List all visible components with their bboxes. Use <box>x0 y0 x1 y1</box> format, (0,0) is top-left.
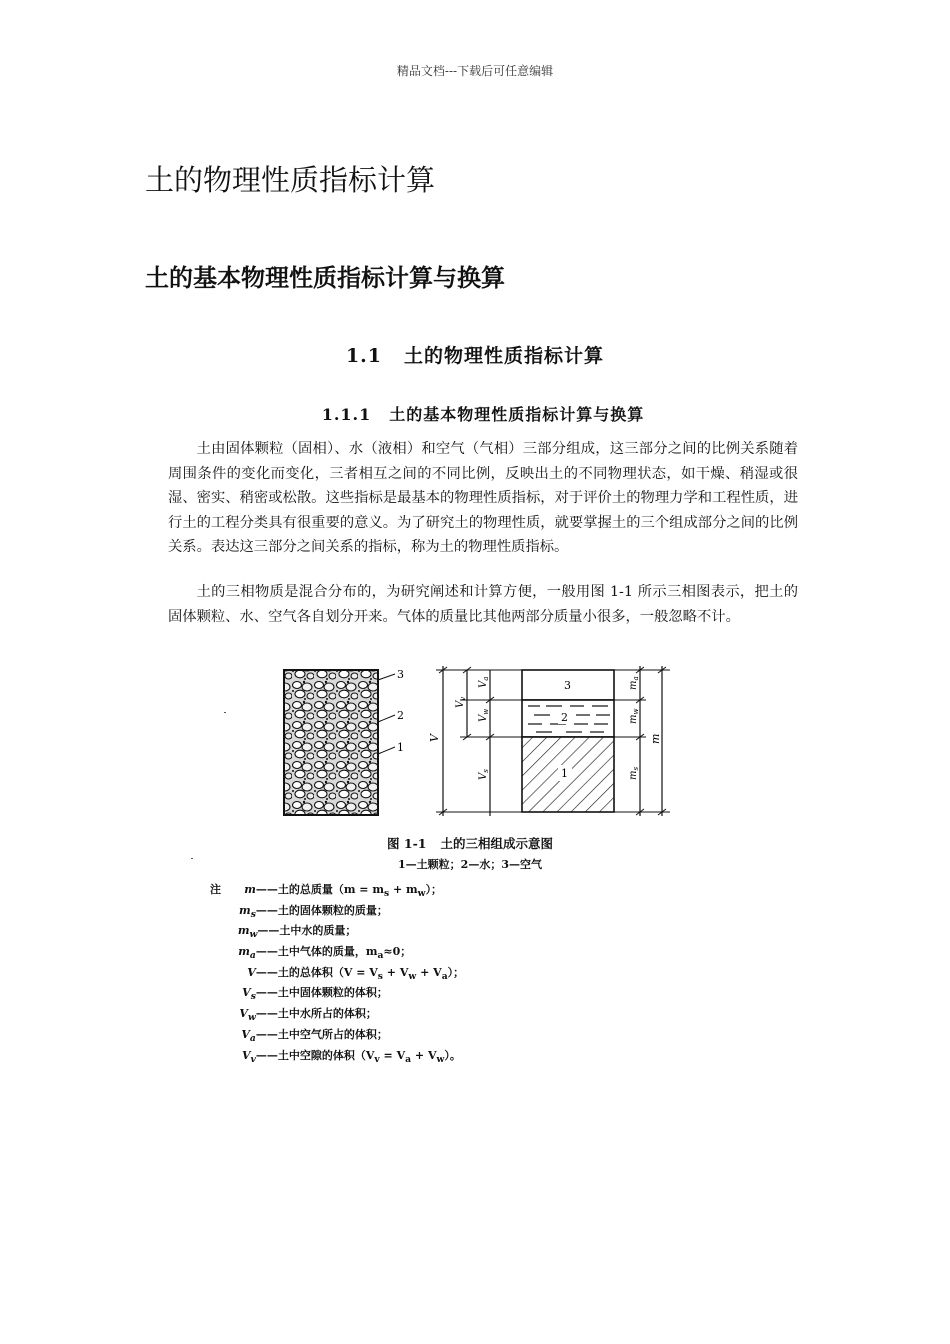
leader-line-1 <box>378 747 395 754</box>
note-symbol: V <box>247 965 256 979</box>
note-row <box>210 963 464 984</box>
notes-block <box>210 880 464 1066</box>
label-voids-volume: $V_v$ <box>455 696 467 708</box>
label-solids-volume-subscript: s <box>482 769 490 773</box>
phase-diagram <box>428 666 670 816</box>
section-heading <box>0 341 950 368</box>
note-sub: w <box>417 888 426 900</box>
body-paragraph-1: 土由固体颗粒（固相）、水（液相）和空气（气相）三部分组成，这三部分之间的比例关系随着周围条件的变化而变化，三者相互之间的不同比例，反映出土的不同物理状态，如干燥、稍湿或很湿、密实、稍密或松散。这些指标是最基本的物理性质指标，对于评价土的物理力学和工程性质，进行土的工程分类具有很重要的意义。为了研究土的物理性质，就要掌握土的三个组成部分之间的比例关系。表达这三部分之间关系的指标，称为土的物理性质指标。 <box>168 441 798 555</box>
note-text: ——土中气体的质量，m <box>255 945 378 959</box>
leader-line-2 <box>378 715 395 722</box>
label-water-volume-subscript: w <box>482 708 490 715</box>
note-text: ——土的固体颗粒的质量； <box>255 903 388 917</box>
scan-speck <box>191 858 193 859</box>
note-symbol: $m_w$ <box>237 924 258 941</box>
page-watermark-header: 精品文档---下载后可任意编辑 <box>396 64 554 78</box>
notes-label: 注 <box>210 883 221 896</box>
note-symbol: $V_s$ <box>242 986 256 1003</box>
note-text: ——土中水的质量； <box>257 924 357 938</box>
subsection-title: 土的基本物理性质指标计算与换算 <box>389 405 645 424</box>
note-row <box>210 942 464 963</box>
note-text-cont: + V <box>416 965 442 979</box>
subsection-heading <box>0 402 950 425</box>
note-row <box>210 1046 464 1067</box>
label-water-mass-subscript: w <box>632 708 640 715</box>
figure-caption <box>355 834 585 852</box>
note-text: ——土中固体颗粒的体积； <box>255 986 388 1000</box>
section-number: 1.1 <box>345 345 383 367</box>
phase-label-air: 3 <box>564 679 571 692</box>
label-air-mass: $m_a$ <box>628 676 640 690</box>
left-label-1: 1 <box>397 741 404 754</box>
figure-caption-title: 土的三相组成示意图 <box>440 836 553 851</box>
note-sub: s <box>384 888 390 900</box>
subsection-number: 1.1.1 <box>321 405 372 424</box>
label-solids-mass-subscript: s <box>632 766 640 771</box>
note-symbol: $V_a$ <box>241 1027 256 1044</box>
note-text: ——土中空隙的体积（V <box>255 1048 375 1062</box>
body-paragraph-2: 土的三相物质是混合分布的，为研究阐述和计算方便，一般用图 1-1 所示三相图表示，把土的固体颗粒、水、空气各自划分开来。气体的质量比其他两部分质量小很多，一般忽略不计。 <box>168 584 798 625</box>
label-water-mass: $m_w$ <box>628 708 640 724</box>
note-sub: s <box>377 970 383 982</box>
label-water-volume: $V_w$ <box>478 708 490 722</box>
label-total-volume: V <box>428 734 441 742</box>
note-row <box>210 983 464 1004</box>
phase-label-solids: 1 <box>561 767 568 780</box>
note-symbol: $V_w$ <box>239 1007 256 1024</box>
note-sub: w <box>408 970 417 982</box>
label-total-mass: m <box>649 733 662 744</box>
note-text: ——土中空气所占的体积； <box>255 1027 388 1041</box>
note-text-cont: + V <box>382 965 409 979</box>
note-sub: a <box>441 970 448 982</box>
note-sub: v <box>374 1053 380 1065</box>
document-subtitle: 土的基本物理性质指标计算与换算 <box>145 264 505 292</box>
left-label-2: 2 <box>397 709 404 722</box>
label-air-mass-subscript: a <box>632 676 640 681</box>
note-symbol: $m_a$ <box>238 945 256 962</box>
note-sub: a <box>405 1053 412 1065</box>
label-voids-volume-subscript: v <box>459 696 467 701</box>
note-text: ——土的总质量（m = m <box>255 883 384 896</box>
note-row <box>210 921 464 942</box>
note-text-cont: + m <box>389 883 418 896</box>
note-symbol: m <box>244 883 256 896</box>
figure-caption-number: 图 1-1 <box>387 836 427 851</box>
label-solids-volume: $V_s$ <box>478 769 490 780</box>
note-row <box>210 901 464 922</box>
note-text-cont: = V <box>379 1048 406 1062</box>
note-row <box>210 880 464 901</box>
note-sub: w <box>436 1053 445 1065</box>
scan-speck <box>224 712 226 713</box>
note-text-end: ）； <box>425 883 443 896</box>
label-air-volume-subscript: a <box>482 676 490 681</box>
phase-label-water: 2 <box>561 711 568 724</box>
note-symbol: $m_s$ <box>239 903 256 920</box>
left-label-3: 3 <box>397 668 404 681</box>
note-text-cont: + V <box>411 1048 437 1062</box>
label-solids-mass: $m_s$ <box>628 766 640 780</box>
note-symbol: $V_v$ <box>241 1048 256 1065</box>
note-row <box>210 1025 464 1046</box>
section-title: 土的物理性质指标计算 <box>404 345 605 367</box>
figure-legend: 1—土颗粒；2—水；3—空气 <box>398 858 542 871</box>
note-text-end: ）。 <box>444 1048 461 1062</box>
note-text-end: ）； <box>447 965 465 979</box>
leader-line-3 <box>378 674 395 680</box>
label-air-volume: $V_a$ <box>478 676 490 688</box>
document-title: 土的物理性质指标计算 <box>145 163 436 197</box>
note-text: ——土中水所占的体积； <box>255 1007 377 1021</box>
note-text-end: ≈0； <box>383 945 412 959</box>
note-row <box>210 1004 464 1025</box>
note-sub: a <box>377 950 384 962</box>
three-phase-figure <box>270 660 680 830</box>
soil-sketch <box>284 670 378 815</box>
note-text: ——土的总体积（V = V <box>255 965 378 979</box>
